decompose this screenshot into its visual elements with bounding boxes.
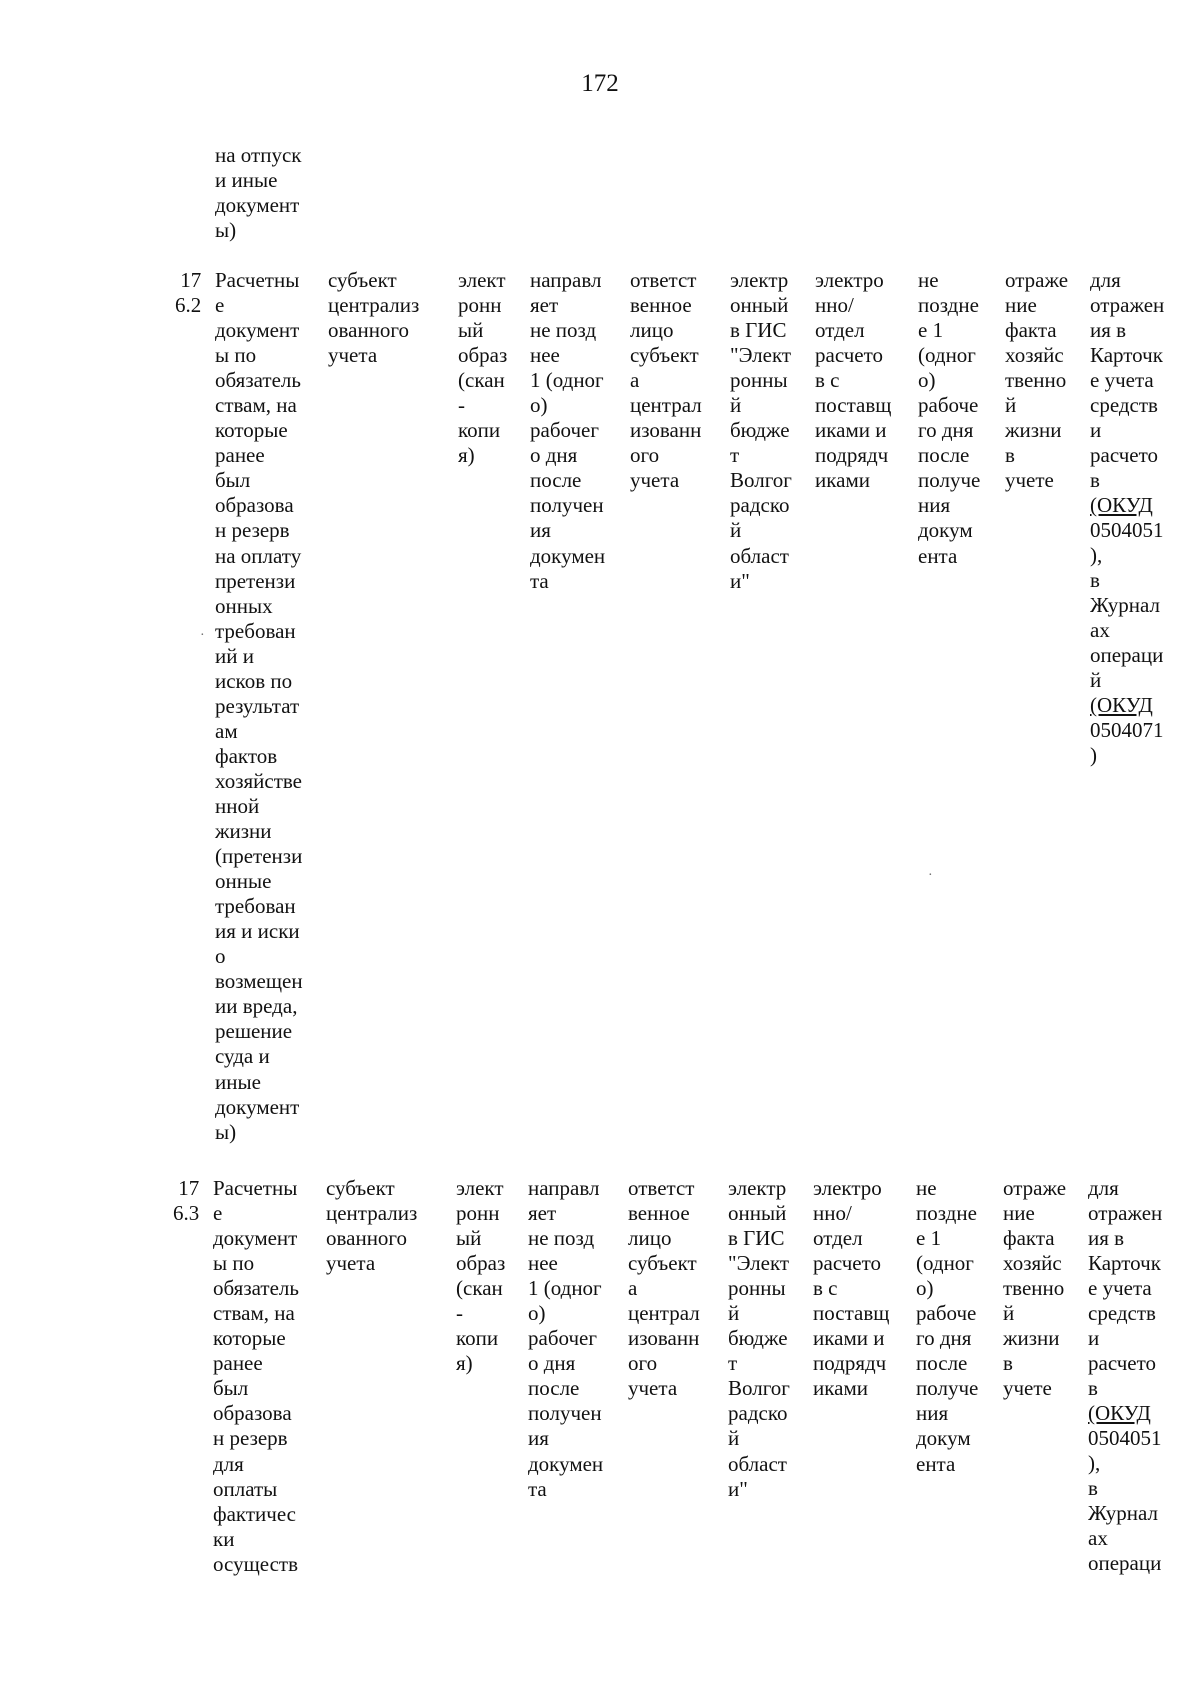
recipient-deadline-cell: не поздне е 1 (одног о) рабоче го дня после получе ния докум ента bbox=[916, 1176, 979, 1476]
responsible-cell: ответст венное лицо субъект а централ изованн ого учета bbox=[630, 268, 702, 493]
format-cell: элект ронн ый образ (скан - копи я) bbox=[458, 268, 508, 468]
document-name-cell: Расчетны е документ ы по обязатель ствам, на которые ранее был образова н резерв для оплаты фактичес ки осуществ bbox=[213, 1176, 299, 1576]
document-name-cell: Расчетны е документ ы по обязатель ствам, на которые ранее был образова н резерв на оплату претензи онных требован ий и исков по результат ам фактов хозяйстве нной жизни (претензи онные требован ия и иски о возмещен ии вреда, решение суда и иные документ ы) bbox=[215, 268, 303, 1144]
purpose-text: для отражен ия в Карточк е учета средств и расчето в bbox=[1090, 268, 1165, 493]
action-cell: отраже ние факта хозяйс твенно й жизни в учете bbox=[1003, 1176, 1067, 1401]
creator-cell: субъект централиз ованного учета bbox=[326, 1176, 418, 1276]
responsible-cell: ответст венное лицо субъект а централ изованн ого учета bbox=[628, 1176, 700, 1401]
storage-cell: электр онный в ГИС "Элект ронны й бюдже т Волгог радско й област и" bbox=[730, 268, 792, 593]
page-number: 172 bbox=[581, 70, 619, 97]
format-cell: элект ронн ый образ (скан - копи я) bbox=[456, 1176, 506, 1376]
scan-dot: · bbox=[200, 628, 205, 643]
recipient-cell: электро нно/ отдел расчето в с поставщ иками и подрядч иками bbox=[815, 268, 892, 493]
purpose-text: 0504071 ) bbox=[1090, 718, 1164, 768]
deadline-cell: направл яет не позд нее 1 (одног о) рабочег о дня после получен ия докумен та bbox=[528, 1176, 604, 1501]
purpose-text: 0504051 ), в Журнал ах операци й bbox=[1090, 518, 1164, 693]
action-cell: отраже ние факта хозяйс твенно й жизни в учете bbox=[1005, 268, 1069, 493]
storage-cell: электр онный в ГИС "Элект ронны й бюдже т Волгог радско й област и" bbox=[728, 1176, 790, 1501]
purpose-text: для отражен ия в Карточк е учета средств и расчето в bbox=[1088, 1176, 1163, 1401]
recipient-deadline-cell: не поздне е 1 (одног о) рабоче го дня после получе ния докум ента bbox=[918, 268, 981, 568]
scan-dot: · bbox=[928, 868, 933, 883]
creator-cell: субъект централиз ованного учета bbox=[328, 268, 420, 368]
purpose-text: 0504051 ), в Журнал ах операци bbox=[1088, 1426, 1162, 1576]
recipient-cell: электро нно/ отдел расчето в с поставщ иками и подрядч иками bbox=[813, 1176, 890, 1401]
deadline-cell: направл яет не позд нее 1 (одног о) рабочег о дня после получен ия докумен та bbox=[530, 268, 606, 593]
row-number: 17 6.2 bbox=[175, 268, 202, 318]
continuation-document-cell: на отпуск и иные документ ы) bbox=[215, 143, 302, 243]
okud-code-label: (ОКУД bbox=[1090, 693, 1153, 717]
okud-code-label: (ОКУД bbox=[1088, 1401, 1151, 1425]
okud-code-label: (ОКУД bbox=[1090, 493, 1153, 517]
row-number: 17 6.3 bbox=[173, 1176, 200, 1226]
